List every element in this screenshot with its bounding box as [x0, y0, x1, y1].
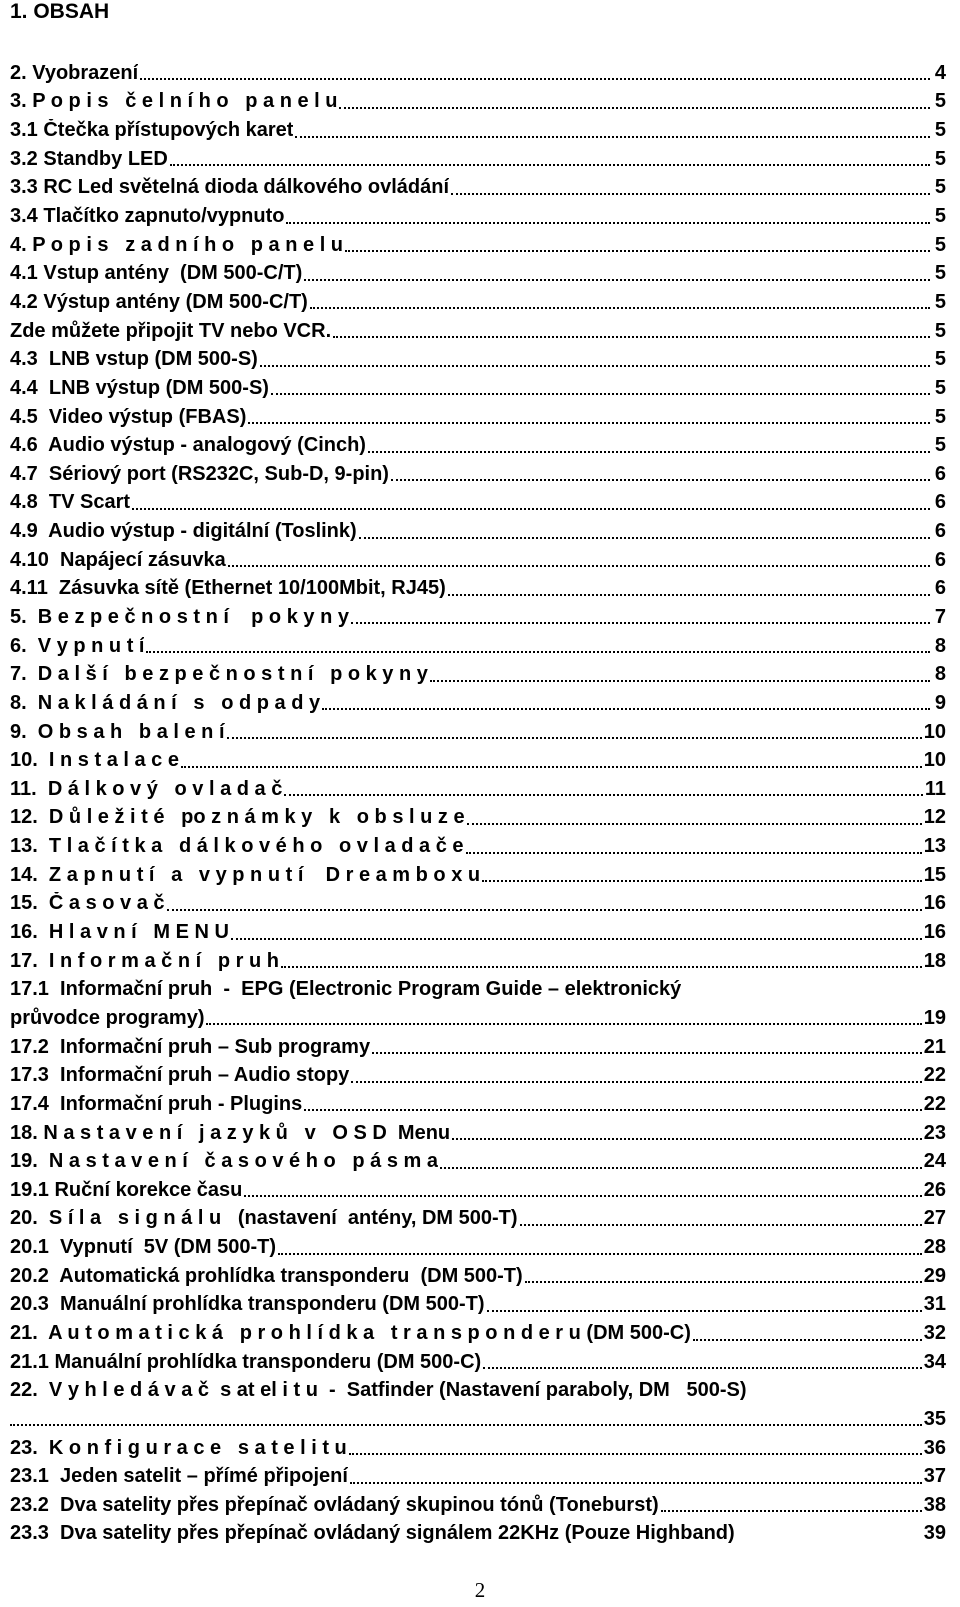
toc-entry-title: 17.2 Informační pruh – Sub programy [10, 1035, 371, 1058]
toc-entry-title: 3.4 Tlačítko zapnuto/vypnuto [10, 205, 285, 228]
toc-entry-title: 4.4 LNB výstup (DM 500-S) [10, 376, 269, 399]
toc-entry-title-line2: průvodce programy) [10, 1006, 205, 1029]
toc-entry[interactable] [10, 632, 946, 661]
toc-entry-page: 22 [923, 1092, 946, 1115]
dot-leader [271, 373, 930, 395]
dot-leader [359, 517, 930, 539]
toc-entry-title: 18. N a s t a v e n í j a z y k ů v O S D Menu [10, 1121, 451, 1144]
dot-leader [451, 173, 930, 195]
toc-entry-title: 4.8 TV Scart [10, 491, 131, 514]
dot-leader [132, 488, 930, 510]
toc-entry[interactable] [10, 976, 946, 1005]
toc-entry-title: 21.1 Manuální prohlídka transponderu (DM 500-C) [10, 1350, 482, 1373]
toc-entry-title: 10. I n s t a l a c e [10, 749, 179, 772]
toc-entry-page: 27 [923, 1207, 946, 1230]
toc-entry[interactable] [10, 1205, 946, 1234]
toc-entry-title: 17.1 Informační pruh - EPG (Electronic Program Guide – elektronický [10, 978, 682, 1001]
toc-entry-page: 18 [923, 949, 946, 972]
toc-entry-page: 36 [923, 1436, 946, 1459]
dot-leader [525, 1261, 922, 1283]
dot-leader [244, 1175, 921, 1197]
toc-entry-page: 8 [934, 663, 946, 686]
toc-entry[interactable] [10, 231, 946, 260]
toc-entry-page: 34 [923, 1350, 946, 1373]
toc-entry-page: 5 [934, 405, 946, 428]
toc-entry-page: 5 [934, 147, 946, 170]
toc-entry-page: 37 [923, 1465, 946, 1488]
dot-leader [349, 1433, 922, 1455]
toc-entry-page: 4 [934, 61, 946, 84]
toc-entry-title: 4. P o p i s z a d n í h o p a n e l u [10, 233, 344, 256]
dot-leader [10, 1404, 922, 1426]
toc-entry[interactable] [10, 1491, 946, 1520]
toc-entry-page: 28 [923, 1236, 946, 1259]
toc-entry-page: 39 [923, 1522, 946, 1545]
toc-entry-title: 3.2 Standby LED [10, 147, 168, 170]
toc-entry[interactable] [10, 202, 946, 231]
toc-entry[interactable] [10, 1061, 946, 1090]
toc-entry-page: 5 [934, 176, 946, 199]
toc-entry[interactable] [10, 546, 946, 575]
dot-leader [339, 87, 930, 109]
toc-entry-page: 5 [934, 290, 946, 313]
toc-entry-title: 7. D a l š í b e z p e č n o s t n í p o k y n y [10, 663, 428, 686]
toc-entry-page: 38 [923, 1493, 946, 1516]
toc-entry-title: 4.10 Napájecí zásuvka [10, 548, 226, 571]
dot-leader [372, 1032, 922, 1054]
toc-entry-title: 13. T l a č í t k a d á l k o v é h o o v l a d a č e [10, 835, 464, 858]
toc-entry[interactable] [10, 88, 946, 117]
toc-entry[interactable] [10, 804, 946, 833]
toc-entry-page: 5 [934, 434, 946, 457]
dot-leader [228, 545, 930, 567]
dot-leader [181, 746, 922, 768]
toc-entry-title: 17.4 Informační pruh - Plugins [10, 1092, 303, 1115]
dot-leader [661, 1490, 922, 1512]
toc-entry-title: 3.3 RC Led světelná dioda dálkového ovládání [10, 176, 450, 199]
toc-entry-title: 3.1 Čtečka přístupových karet [10, 119, 294, 142]
toc-entry[interactable] [10, 517, 946, 546]
toc-entry-page: 10 [923, 720, 946, 743]
toc-entry-page: 23 [923, 1121, 946, 1144]
toc-entry[interactable] [10, 1033, 946, 1062]
toc-entry-page: 8 [934, 634, 946, 657]
document-heading: 1. OBSAH [10, 0, 110, 23]
toc-entry-page: 32 [923, 1322, 946, 1344]
toc-entry-title: 20.3 Manuální prohlídka transponderu (DM 500-T) [10, 1293, 485, 1316]
toc-entry[interactable] [10, 1376, 946, 1405]
dot-leader [520, 1204, 922, 1226]
dot-leader [304, 259, 930, 281]
toc-entry-page: 22 [923, 1064, 946, 1087]
toc-entry-title: 23.3 Dva satelity přes přepínač ovládaný signálem 22KHz (Pouze Highband) [10, 1522, 735, 1545]
toc-entry-page: 7 [934, 605, 946, 628]
toc-entry-title: 21. A u t o m a t i c k á p r o h l í d k a t r a n s p o n d e r u (DM 500-C) [10, 1322, 691, 1344]
toc-entry-page: 16 [923, 921, 946, 944]
toc-entry-title: 4.6 Audio výstup - analogový (Cinch) [10, 434, 366, 457]
toc-entry-page: 15 [923, 863, 946, 886]
toc-entry[interactable] [10, 460, 946, 489]
toc-entry-title: 9. O b s a h b a l e n í [10, 720, 225, 743]
toc-entry[interactable] [10, 947, 946, 976]
dot-leader [693, 1319, 922, 1341]
toc-entry-title: 2. Vyobrazení [10, 61, 139, 84]
dot-leader [487, 1290, 922, 1312]
toc-entry[interactable] [10, 746, 946, 775]
toc-entry-page: 10 [923, 749, 946, 772]
toc-entry[interactable] [10, 1520, 946, 1549]
toc-entry-title: 16. H l a v n í M E N U [10, 921, 229, 944]
toc-entry[interactable] [10, 1119, 946, 1148]
toc-entry-page: 5 [934, 348, 946, 371]
dot-leader [351, 1061, 921, 1083]
toc-entry-title: 20.1 Vypnutí 5V (DM 500-T) [10, 1236, 276, 1259]
dot-leader [368, 431, 930, 453]
toc-entry-page: 12 [923, 806, 946, 829]
toc-entry-page: 5 [934, 205, 946, 228]
toc-entry[interactable] [10, 59, 946, 88]
toc-entry-page: 35 [923, 1407, 946, 1430]
toc-entry[interactable] [10, 1434, 946, 1463]
toc-entry[interactable] [10, 288, 946, 317]
toc-entry-title: 3. P o p i s č e l n í h o p a n e l u [10, 90, 338, 113]
toc-entry-title: 12. D ů l e ž i t é po z n á m k y k o b s l u z e [10, 806, 465, 829]
dot-leader [278, 1233, 922, 1255]
dot-leader [350, 1462, 922, 1484]
toc-entry-page: 11 [924, 777, 946, 800]
toc-entry-title: 8. N a k l á d á n í s o d p a d y [10, 691, 321, 714]
dot-leader [286, 202, 930, 224]
toc-entry-page: 24 [923, 1150, 946, 1173]
dot-leader [483, 1347, 922, 1369]
toc-entry-page: 13 [923, 835, 946, 858]
dot-leader [452, 1118, 922, 1140]
toc-entry-page: 5 [934, 119, 946, 142]
toc-entry[interactable] [10, 832, 946, 861]
toc-entry-page: 9 [934, 691, 946, 714]
toc-entry-page: 6 [934, 462, 946, 485]
dot-leader [304, 1089, 921, 1111]
dot-leader [284, 774, 922, 796]
dot-leader [737, 1520, 922, 1540]
toc-entry[interactable] [10, 116, 946, 145]
dot-leader [391, 459, 930, 481]
toc-entry[interactable] [10, 603, 946, 632]
toc-entry-title: 23.2 Dva satelity přes přepínač ovládaný skupinou tónů (Toneburst) [10, 1493, 659, 1516]
dot-leader [140, 58, 930, 80]
toc-entry-title: 4.11 Zásuvka sítě (Ethernet 10/100Mbit, RJ45) [10, 577, 446, 600]
toc-entry-title: 17.3 Informační pruh – Audio stopy [10, 1064, 350, 1087]
dot-leader [295, 116, 930, 138]
toc-entry[interactable] [10, 861, 946, 890]
toc-entry-continuation[interactable] [10, 1405, 946, 1434]
toc-entry-page: 6 [934, 491, 946, 514]
toc-entry-continuation[interactable] [10, 1004, 946, 1033]
dot-leader [231, 918, 922, 940]
toc-entry-page: 5 [934, 262, 946, 285]
toc-entry[interactable] [10, 890, 946, 919]
toc-entry-page: 19 [923, 1006, 946, 1029]
toc-entry-page: 26 [923, 1178, 946, 1201]
toc-entry[interactable] [10, 1319, 946, 1348]
toc-entry-title: 14. Z a p n u t í a v y p n u t í D r e a m b o x u [10, 863, 481, 886]
dot-leader [467, 803, 922, 825]
page-number: 2 [474, 1578, 486, 1602]
dot-leader [227, 717, 922, 739]
toc-entry-title: 15. Č a s o v a č [10, 892, 165, 915]
toc-entry[interactable] [10, 174, 946, 203]
toc-entry-title: 20. S í l a s i g n á l u (nastavení antény, DM 500-T) [10, 1207, 518, 1230]
dot-leader [345, 230, 930, 252]
toc-entry-page: 16 [923, 892, 946, 915]
table-of-contents [10, 59, 946, 1548]
toc-entry[interactable] [10, 145, 946, 174]
toc-entry[interactable] [10, 575, 946, 604]
dot-leader [146, 631, 930, 653]
toc-entry-title: 20.2 Automatická prohlídka transponderu (DM 500-T) [10, 1264, 523, 1287]
toc-entry-page: 31 [923, 1293, 946, 1316]
toc-entry[interactable] [10, 1176, 946, 1205]
toc-entry-page: 5 [934, 376, 946, 399]
dot-leader [167, 889, 922, 911]
toc-entry-page: 6 [934, 577, 946, 600]
toc-entry[interactable] [10, 1147, 946, 1176]
dot-leader [281, 946, 922, 968]
toc-entry[interactable] [10, 1291, 946, 1320]
toc-entry[interactable] [10, 660, 946, 689]
toc-entry-title: 4.7 Sériový port (RS232C, Sub-D, 9-pin) [10, 462, 389, 485]
dot-leader [322, 688, 930, 710]
toc-entry-title: 5. B e z p e č n o s t n í p o k y n y [10, 605, 349, 628]
toc-entry-title: 4.1 Vstup antény (DM 500-C/T) [10, 262, 303, 285]
toc-entry-page: 5 [934, 233, 946, 256]
toc-entry-page: 6 [934, 520, 946, 543]
toc-entry-title: 6. V y p n u t í [10, 634, 145, 657]
dot-leader [440, 1147, 922, 1169]
toc-entry[interactable] [10, 431, 946, 460]
toc-entry-title: 4.9 Audio výstup - digitální (Toslink) [10, 520, 357, 543]
toc-entry-title: Zde můžete připojit TV nebo VCR. [10, 319, 332, 342]
toc-entry-title: 19. N a s t a v e n í č a s o v é h o p á s m a [10, 1150, 438, 1173]
toc-entry[interactable] [10, 403, 946, 432]
toc-entry[interactable] [10, 345, 946, 374]
dot-leader [351, 602, 930, 624]
dot-leader [466, 832, 922, 854]
dot-leader [310, 287, 930, 309]
toc-entry-title: 23. K o n f i g u r a c e s a t e l i t u [10, 1436, 347, 1459]
dot-leader [248, 402, 930, 424]
toc-entry-title: 19.1 Ruční korekce času [10, 1178, 243, 1201]
toc-entry[interactable] [10, 1348, 946, 1377]
dot-leader [333, 316, 930, 338]
toc-entry-page: 21 [923, 1035, 946, 1058]
toc-entry-title: 4.3 LNB vstup (DM 500-S) [10, 348, 258, 371]
toc-entry-title: 4.5 Video výstup (FBAS) [10, 405, 247, 428]
toc-entry[interactable] [10, 775, 946, 804]
toc-entry-title: 23.1 Jeden satelit – přímé připojení [10, 1465, 348, 1488]
toc-entry-page: 29 [923, 1264, 946, 1287]
toc-entry[interactable] [10, 918, 946, 947]
toc-entry-title: 22. V y h l e d á v a č s at el i t u - Satfinder (Nastavení paraboly, DM 500-S) [10, 1379, 747, 1402]
toc-entry[interactable] [10, 689, 946, 718]
toc-entry[interactable] [10, 259, 946, 288]
dot-leader [260, 345, 930, 367]
toc-entry[interactable] [10, 1262, 946, 1291]
toc-entry[interactable] [10, 374, 946, 403]
dot-leader [170, 144, 930, 166]
toc-entry-page: 5 [934, 319, 946, 342]
toc-entry-title: 17. I n f o r m a č n í p r u h [10, 949, 279, 972]
dot-leader [430, 660, 930, 682]
toc-entry[interactable] [10, 489, 946, 518]
dot-leader [482, 860, 922, 882]
dot-leader [206, 1003, 921, 1025]
toc-entry[interactable] [10, 718, 946, 747]
toc-entry-page: 5 [934, 90, 946, 113]
dot-leader [448, 574, 930, 596]
toc-entry[interactable] [10, 1462, 946, 1491]
toc-entry[interactable] [10, 1233, 946, 1262]
toc-entry-page: 6 [934, 548, 946, 571]
toc-entry[interactable] [10, 1090, 946, 1119]
toc-entry[interactable] [10, 317, 946, 346]
toc-entry-title: 11. D á l k o v ý o v l a d a č [10, 777, 283, 800]
toc-entry-title: 4.2 Výstup antény (DM 500-C/T) [10, 290, 308, 313]
